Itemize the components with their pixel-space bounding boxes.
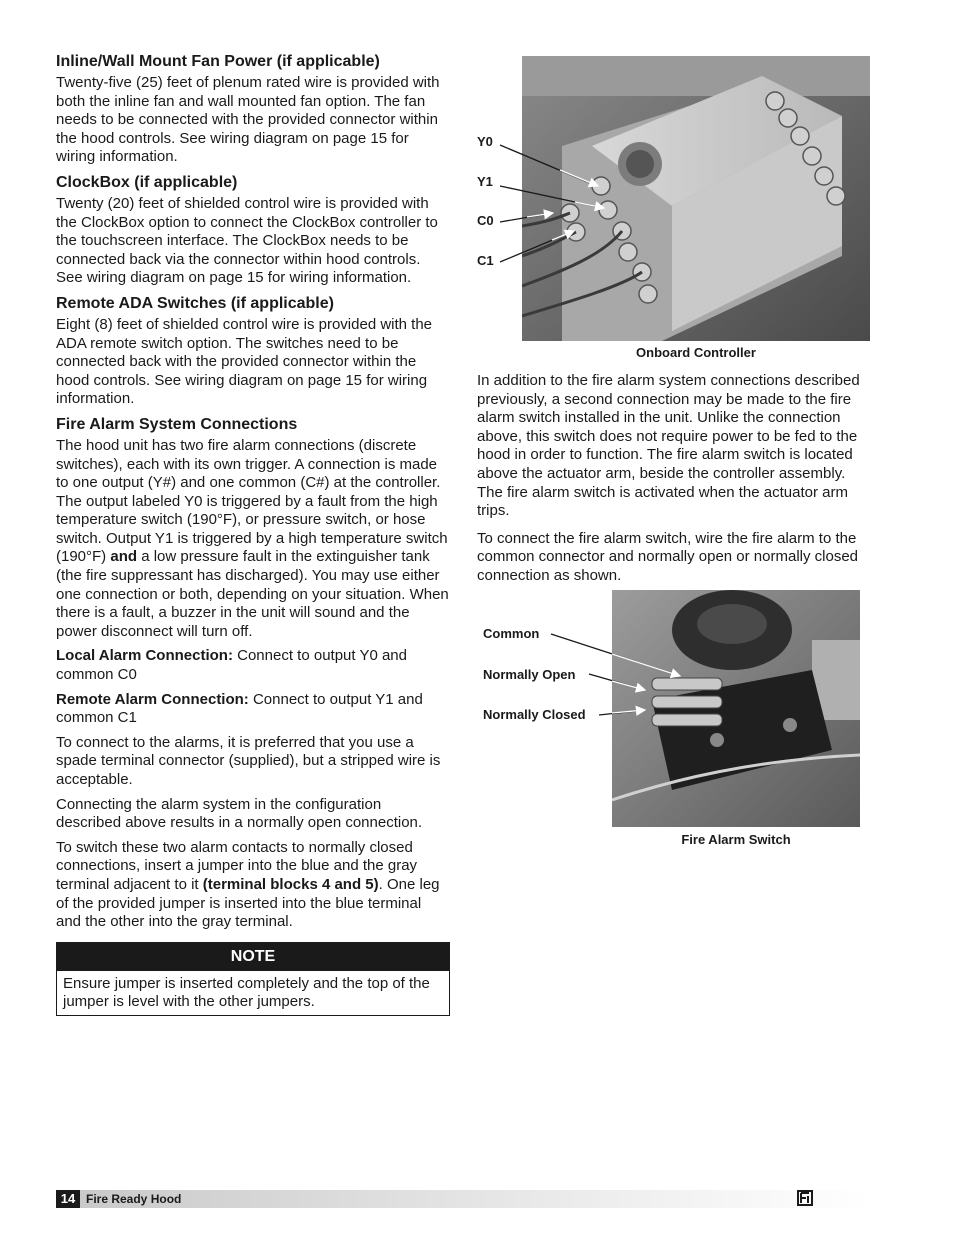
brand-logo-mark xyxy=(799,1192,811,1204)
body-connect-switch: To connect the fire alarm switch, wire the fire alarm to the common connector and normally open or normally closed connection as shown. xyxy=(477,529,859,584)
label-common: Common xyxy=(483,626,540,641)
heading-ada: Remote ADA Switches (if applicable) xyxy=(56,294,334,312)
caption-onboard-controller: Onboard Controller xyxy=(636,345,756,360)
body-fire-bold: and xyxy=(110,548,138,566)
remote-alarm-text: Connect to output Y1 and common C1 xyxy=(56,690,423,727)
remote-alarm-label: Remote Alarm Connection: xyxy=(56,690,249,708)
footer-title: Fire Ready Hood xyxy=(86,1192,182,1206)
label-c0: C0 xyxy=(477,213,494,228)
body-switch-part1: To switch these two alarm contacts to normally closed connections, insert a jumper into the blue and the gray terminal adjacent to it xyxy=(56,838,418,893)
body-ada: Eight (8) feet of shielded control wire is provided with the ADA remote switch option. The switches need to be connected back with the provided connector within the hood controls. See wiring diagram on page 15 for wiring information. xyxy=(56,315,433,408)
body-switch-bold: (terminal blocks 4 and 5) xyxy=(202,875,379,893)
page-number: 14 xyxy=(56,1190,80,1208)
body-fire-part2: a low pressure fault in the extinguisher tank (the fire suppressant has discharged). You may use either one connection or both, depending on your situation. When there is a fault, a buzzer in the unit will sound and the power disconnect will turn off. xyxy=(56,548,449,640)
body-spade-terminal: To connect to the alarms, it is preferred that you use a spade terminal connector (supplied), but a stripped wire is acceptable. xyxy=(56,733,441,788)
label-normally-open: Normally Open xyxy=(483,667,576,682)
label-y1: Y1 xyxy=(477,174,493,189)
note-body: Ensure jumper is inserted completely and the top of the jumper is level with the other jumpers. xyxy=(63,974,430,1011)
body-switch-part2: . One leg of the provided jumper is inserted into the blue terminal and the other into the gray terminal. xyxy=(56,875,440,931)
local-alarm-label: Local Alarm Connection: xyxy=(56,647,233,665)
note-box xyxy=(56,942,450,1016)
label-c1: C1 xyxy=(477,253,494,268)
brand-logo-icon xyxy=(797,1190,813,1206)
page-footer xyxy=(56,1190,870,1208)
heading-fire-alarm: Fire Alarm System Connections xyxy=(56,415,298,433)
heading-fan-power: Inline/Wall Mount Fan Power (if applicable) xyxy=(56,53,380,70)
body-fan-power: Twenty-five (25) feet of plenum rated wire is provided with both the inline fan and wall mounted fan option. The fan needs to be connected with the provided connector within the hood controls. See wiring diagram on page 15 for wiring information. xyxy=(56,74,440,166)
local-alarm-text: Connect to output Y0 and common C0 xyxy=(56,647,407,684)
body-clockbox: Twenty (20) feet of shielded control wire is provided with the ClockBox option to connect the ClockBox controller to the touchscreen interface. The ClockBox needs to be connected back via the connector within hood controls. See wiring diagram on page 15 for wiring information. xyxy=(56,194,438,287)
body-fire-part1: The hood unit has two fire alarm connections (discrete switches), each with its own trigger. A connection is made to one output (Y#) and one common (C#) at the controller. The output labeled Y0 is triggered by a fault from the high temperature switch (190°F), or pressure switch, or hose switch. Output Y1 is triggered by a high temperature switch (190°F) xyxy=(56,436,448,566)
body-configuration: Connecting the alarm system in the configuration described above results in a normally open connection. xyxy=(56,795,423,832)
body-second-connection: In addition to the fire alarm system connections described previously, a second connection may be made to the fire alarm switch installed in the unit. Unlike the connection above, this switch does not require power to be fed to the hood in order to function. The fire alarm switch is located above the actuator arm, beside the controller assembly. The fire alarm switch is activated when the actuator arm trips. xyxy=(477,372,860,520)
label-y0: Y0 xyxy=(477,134,493,149)
note-title: NOTE xyxy=(57,943,449,971)
heading-clockbox: ClockBox (if applicable) xyxy=(56,173,238,191)
label-normally-closed: Normally Closed xyxy=(483,707,586,722)
caption-fire-alarm-switch: Fire Alarm Switch xyxy=(681,832,791,847)
